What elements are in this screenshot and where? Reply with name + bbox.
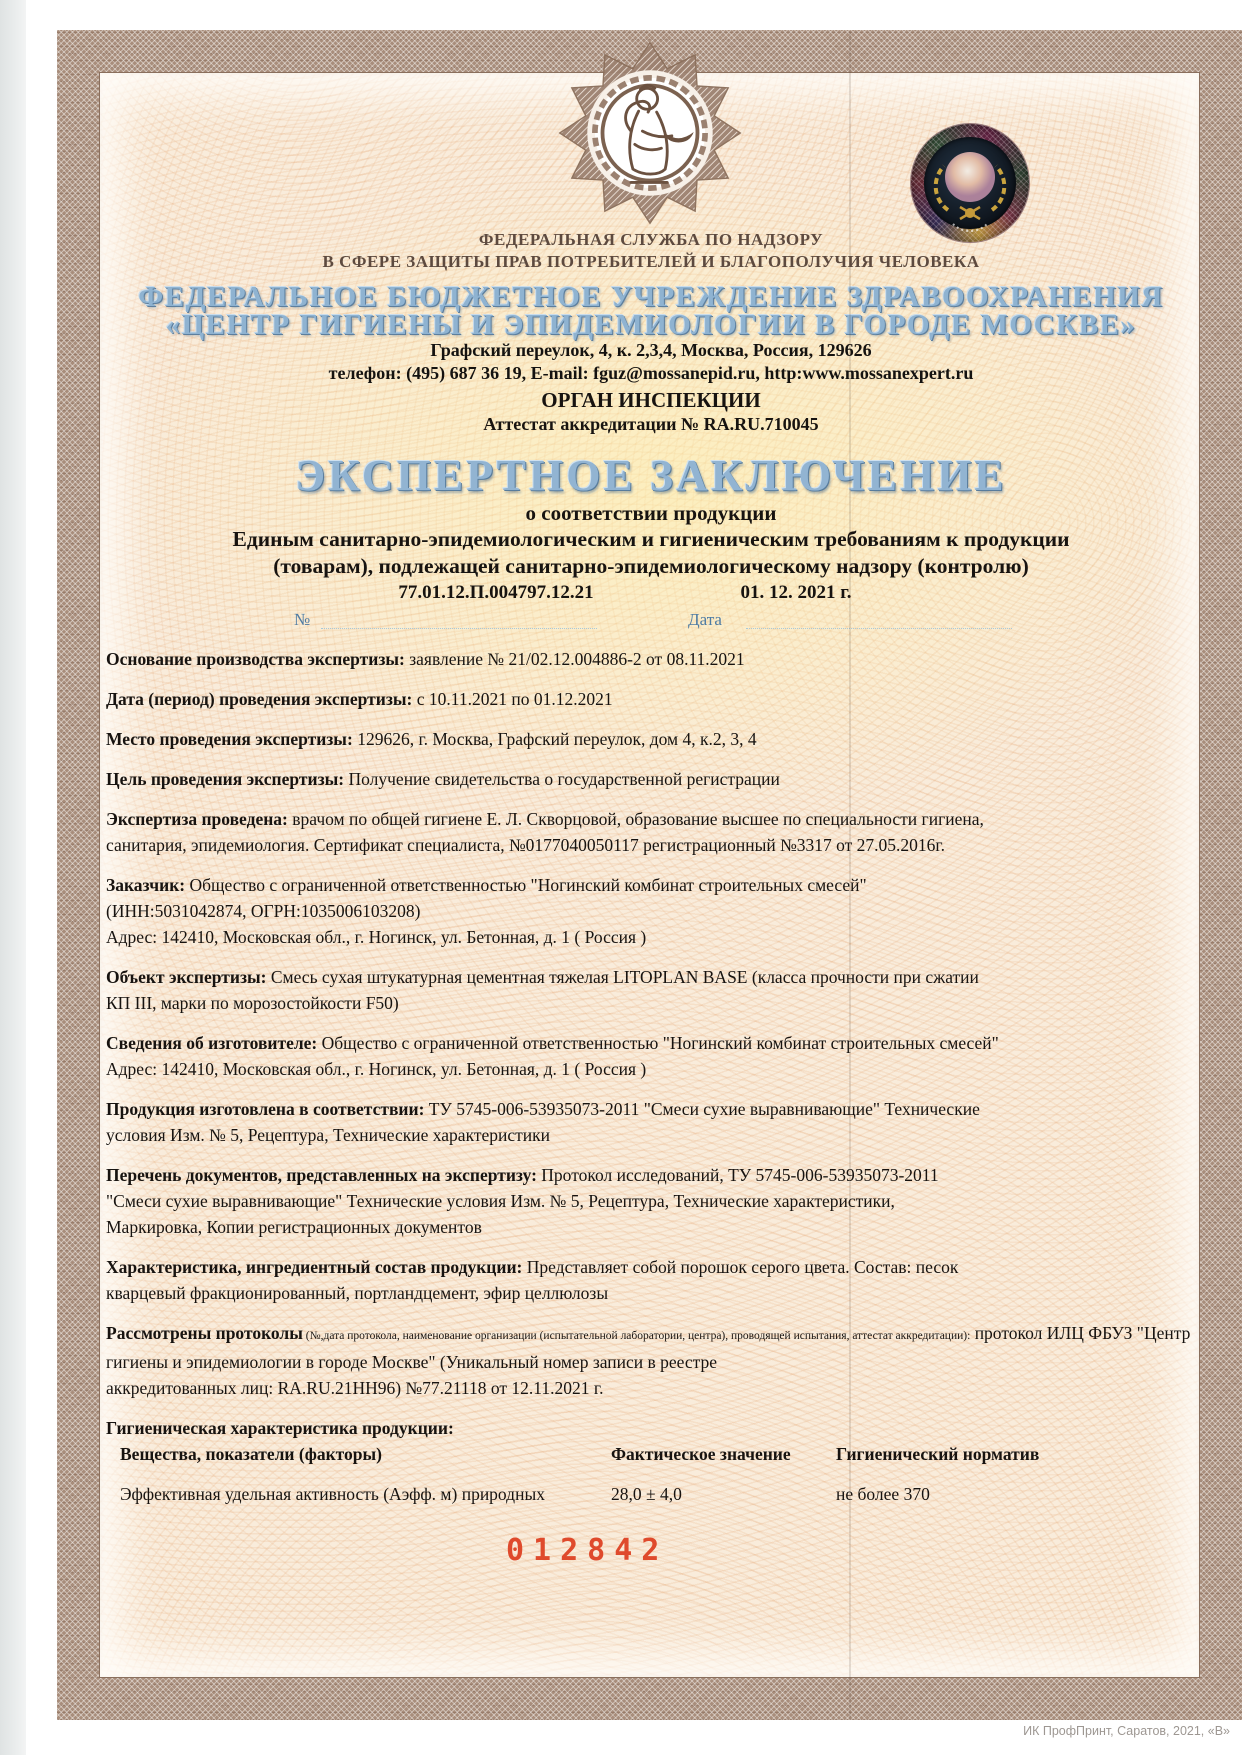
number-label: № bbox=[294, 610, 311, 629]
hygiene-cell: 28,0 ± 4,0 bbox=[611, 1484, 682, 1504]
number-underline bbox=[321, 628, 597, 629]
hygieia-rosette-emblem-icon bbox=[555, 38, 745, 228]
paragraph-text: Смесь сухая штукатурная цементная тяжелая LITOPLAN BASE (класса прочности при сжатии bbox=[266, 967, 979, 987]
document-date: 01. 12. 2021 г. bbox=[740, 582, 852, 603]
accreditation-certificate: Аттестат аккредитации № RA.RU.710045 bbox=[483, 414, 819, 434]
paragraph-small-note: (№,дата протокола, наименование организации (испытательной лаборатории, центра), проводящей испытания, аттестат аккредитации): bbox=[302, 1330, 971, 1342]
hygiene-cell: не более 370 bbox=[836, 1484, 930, 1504]
paragraph-text: Адрес: 142410, Московская обл., г. Ногинск, ул. Бетонная, д. 1 ( Россия ) bbox=[106, 1059, 647, 1079]
date-underline bbox=[746, 628, 1012, 629]
hygiene-column-header: Вещества, показатели (факторы) bbox=[120, 1444, 382, 1464]
paragraph bbox=[106, 686, 1196, 712]
paragraph bbox=[106, 872, 1196, 950]
paragraph-text: Адрес: 142410, Московская обл., г. Ногинск, ул. Бетонная, д. 1 ( Россия ) bbox=[106, 927, 647, 947]
holographic-seal-icon bbox=[911, 124, 1029, 242]
hygiene-table bbox=[106, 1441, 1196, 1507]
paragraph-text: протокол ИЛЦ ФБУЗ "Центр гигиены и эпидемиологии в городе Москве" (Уникальный номер записи в реестре bbox=[106, 1323, 1191, 1372]
paragraph-label: Экспертиза проведена: bbox=[106, 809, 288, 829]
paragraph-text: условия Изм. № 5, Рецептура, Технические характеристики bbox=[106, 1125, 551, 1145]
organization-name-line2: «ЦЕНТР ГИГИЕНЫ И ЭПИДЕМИОЛОГИИ В ГОРОДЕ МОСКВЕ» bbox=[165, 309, 1137, 341]
organization-contacts: телефон: (495) 687 36 19, E-mail: fguz@mossanepid.ru, http:www.mossanexpert.ru bbox=[328, 363, 974, 383]
hygiene-heading: Гигиеническая характеристика продукции: bbox=[106, 1418, 454, 1438]
printing-house-note: ИК ПрофПринт, Саратов, 2021, «В» bbox=[1023, 1724, 1230, 1738]
organization-name-line1: ФЕДЕРАЛЬНОЕ БЮДЖЕТНОЕ УЧРЕЖДЕНИЕ ЗДРАВООХРАНЕНИЯ bbox=[138, 281, 1164, 313]
paragraph-label: Дата (период) проведения экспертизы: bbox=[106, 689, 413, 709]
paragraph-text: кварцевый фракционированный, портландцемент, эфир целлюлозы bbox=[106, 1283, 609, 1303]
hygiene-cell: Эффективная удельная активность (Аэфф. м) природных bbox=[120, 1484, 545, 1504]
document-number: 77.01.12.П.004797.12.21 bbox=[398, 582, 594, 603]
paragraph-label: Место проведения экспертизы: bbox=[106, 729, 353, 749]
date-label: Дата bbox=[688, 610, 722, 629]
paragraph bbox=[106, 1096, 1196, 1148]
paragraph-text: Получение свидетельства о государственной регистрации bbox=[344, 769, 780, 789]
paragraph-text: Маркировка, Копии регистрационных документов bbox=[106, 1217, 482, 1237]
service-name-line2: В СФЕРЕ ЗАЩИТЫ ПРАВ ПОТРЕБИТЕЛЕЙ И БЛАГОПОЛУЧИЯ ЧЕЛОВЕКА bbox=[322, 252, 980, 271]
paragraph-text: Общество с ограниченной ответственностью "Ногинский комбинат строительных смесей" bbox=[317, 1033, 999, 1053]
inspection-body-title: ОРГАН ИНСПЕКЦИИ bbox=[541, 388, 761, 412]
paragraph-text: заявление № 21/02.12.004886-2 от 08.11.2021 bbox=[404, 649, 745, 669]
paragraph-text: Представляет собой порошок серого цвета. Состав: песок bbox=[522, 1257, 959, 1277]
requirements-line1: Единым санитарно-эпидемиологическим и гигиеническим требованиям к продукции bbox=[232, 527, 1070, 551]
paragraph-text: 129626, г. Москва, Графский переулок, дом 4, к.2, 3, 4 bbox=[352, 729, 757, 749]
paragraph-text: аккредитованных лиц: RA.RU.21НН96) №77.21118 от 12.11.2021 г. bbox=[106, 1378, 604, 1398]
paragraph bbox=[106, 646, 1196, 672]
paragraph-label: Перечень документов, представленных на экспертизу: bbox=[106, 1165, 537, 1185]
paragraph bbox=[106, 766, 1196, 792]
scanner-edge-strip bbox=[0, 0, 26, 1755]
hygiene-column-header: Фактическое значение bbox=[611, 1444, 791, 1464]
paragraph-text: врачом по общей гигиене Е. Л. Скворцовой, образование высшее по специальности гигиена, bbox=[287, 809, 984, 829]
document-title: ЭКСПЕРТНОЕ ЗАКЛЮЧЕНИЕ bbox=[295, 451, 1007, 500]
paragraph-text: "Смеси сухие выравнивающие" Технические условия Изм. № 5, Рецептура, Технические характеристики, bbox=[106, 1191, 895, 1211]
paragraph-label: Продукция изготовлена в соответствии: bbox=[106, 1099, 425, 1119]
organization-address: Графский переулок, 4, к. 2,3,4, Москва, Россия, 129626 bbox=[430, 340, 872, 360]
paragraph-label: Сведения об изготовителе: bbox=[106, 1033, 318, 1053]
paragraph-text: ТУ 5745-006-53935073-2011 "Смеси сухие выравнивающие" Технические bbox=[424, 1099, 980, 1119]
paragraph-label: Цель проведения экспертизы: bbox=[106, 769, 345, 789]
hygiene-column-header: Гигиенический норматив bbox=[836, 1444, 1040, 1464]
paragraph-label: Объект экспертизы: bbox=[106, 967, 267, 987]
paragraph bbox=[106, 1162, 1196, 1240]
content-area bbox=[99, 72, 1200, 1678]
paragraph bbox=[106, 806, 1196, 858]
paragraph-text: с 10.11.2021 по 01.12.2021 bbox=[412, 689, 613, 709]
service-name-line1: ФЕДЕРАЛЬНАЯ СЛУЖБА ПО НАДЗОРУ bbox=[478, 230, 824, 249]
certificate-sheet bbox=[57, 30, 1242, 1720]
paragraph-text: Протокол исследований, ТУ 5745-006-53935073-2011 bbox=[536, 1165, 939, 1185]
document-subtitle: о соответствии продукции bbox=[525, 501, 777, 525]
paragraph bbox=[106, 726, 1196, 752]
paragraph bbox=[106, 1254, 1196, 1306]
paragraph-text: (ИНН:5031042874, ОГРН:1035006103208) bbox=[106, 901, 421, 921]
paragraph-label: Заказчик: bbox=[106, 875, 186, 895]
paragraph-text: Общество с ограниченной ответственностью "Ногинский комбинат строительных смесей" bbox=[185, 875, 867, 895]
stamp-number: 012842 bbox=[506, 1533, 669, 1568]
paragraph-text: КП III, марки по морозостойкости F50) bbox=[106, 993, 399, 1013]
paragraph bbox=[106, 1030, 1196, 1082]
paragraph-text: санитария, эпидемиология. Сертификат специалиста, №0177040050117 регистрационный №3317 от 27.05.2016г. bbox=[106, 835, 946, 855]
paragraphs bbox=[106, 646, 1196, 1401]
requirements-line2: (товарам), подлежащей санитарно-эпидемиологическому надзору (контролю) bbox=[273, 554, 1029, 578]
paragraph bbox=[106, 964, 1196, 1016]
paragraph-label: Основание производства экспертизы: bbox=[106, 649, 405, 669]
paragraph-label: Характеристика, ингредиентный состав продукции: bbox=[106, 1257, 523, 1277]
paragraph bbox=[106, 1320, 1196, 1401]
paragraph-label: Рассмотрены протоколы bbox=[106, 1323, 303, 1343]
